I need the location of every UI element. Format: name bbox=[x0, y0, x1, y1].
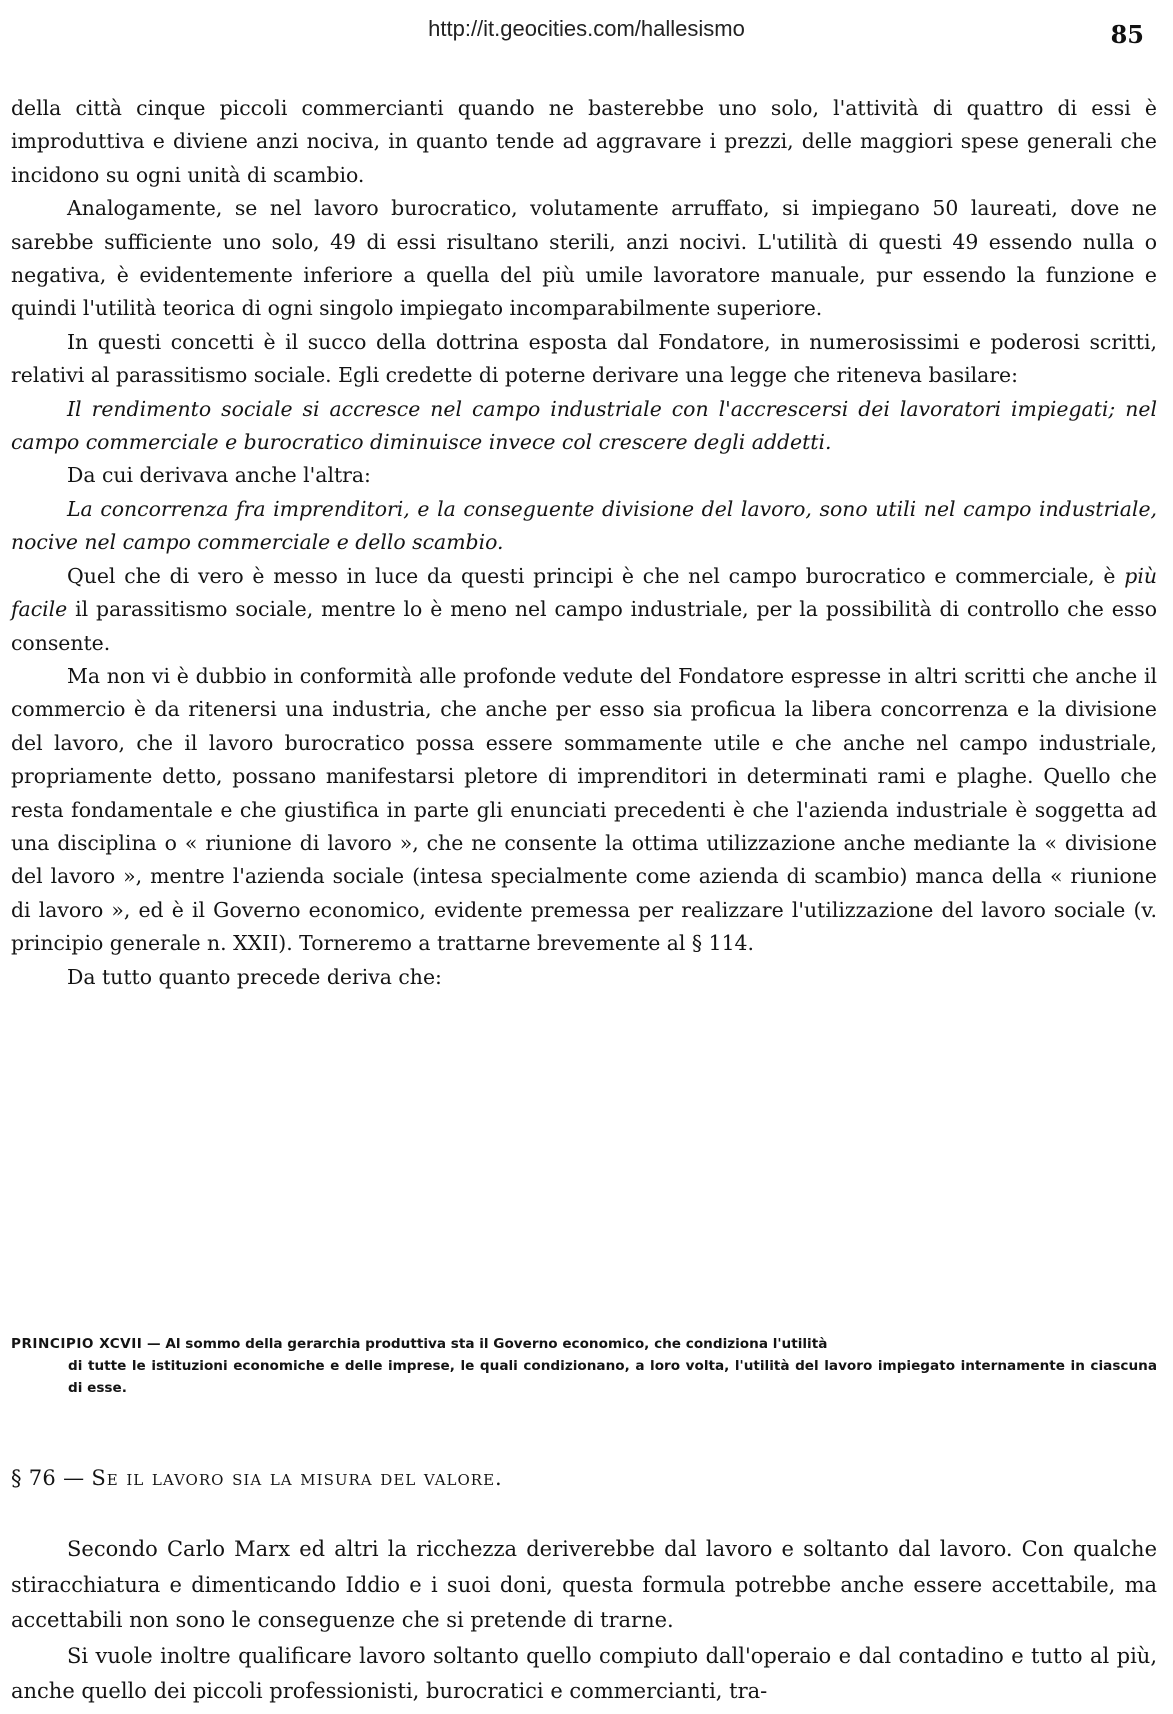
law-statement-2: La concorrenza fra imprenditori, e la conseguente divisione del lavoro, sono utili nel campo industriale, nocive nel campo commerciale e dello scambio. bbox=[11, 496, 1157, 555]
paragraph-da-cui: Da cui derivava anche l'altra: bbox=[67, 463, 371, 488]
section-body bbox=[11, 1532, 1157, 1710]
paragraph-in-questi-concetti: In questi concetti è il succo della dottrina esposta dal Fondatore, in numerosissimi e poderosi scritti, relativi al parassitismo sociale. Egli credette di poterne derivare una legge che riteneva basilare: bbox=[11, 329, 1157, 388]
page-number: 85 bbox=[1110, 20, 1144, 49]
law-statement-1: Il rendimento sociale si accresce nel campo industriale con l'accrescersi dei lavoratori impiegati; nel campo commerciale e burocratico diminuisce invece col crescere degli addetti. bbox=[11, 396, 1157, 455]
paragraph-quel-che bbox=[11, 560, 1157, 660]
paragraph-si-vuole: Si vuole inoltre qualificare lavoro soltanto quello compiuto dall'operaio e dal contadino e tutto al più, anche quello dei piccoli professionisti, burocratici e commercianti, tra- bbox=[11, 1643, 1157, 1703]
principle-text-rest: di tutte le istituzioni economiche e delle imprese, le quali condizionano, a loro volta, l'utilità del lavoro impiegato internamente in ciascuna di esse. bbox=[68, 1358, 1157, 1396]
paragraph-da-tutto: Da tutto quanto precede deriva che: bbox=[67, 964, 442, 989]
text-segment: Quel che di vero è messo in luce da questi principi è che nel campo burocratico e commerciale, è bbox=[67, 563, 1125, 588]
paragraph-analogamente: Analogamente, se nel lavoro burocratico, volutamente arruffato, si impiegano 50 laureati, dove ne sarebbe sufficiente uno solo, 49 di essi risultano sterili, anzi nocivi. L'utilità di questi 49 essendo nulla o negativa, è evidentemente inferiore a quella del più umile lavoratore manuale, pur essendo la funzione e quindi l'utilità teorica di ogni singolo impiegato incomparabilmente superiore. bbox=[11, 196, 1157, 321]
header-url: http://it.geocities.com/hallesismo bbox=[428, 16, 745, 41]
section-title: Se il lavoro sia la misura del valore. bbox=[91, 1466, 503, 1490]
section-heading bbox=[11, 1463, 503, 1493]
paragraph-ma-non: Ma non vi è dubbio in conformità alle profonde vedute del Fondatore espresse in altri scritti che anche il commercio è da ritenersi una industria, che anche per esso sia proficua la libera concorrenza e la divisione del lavoro, che il lavoro burocratico possa essere sommamente utile e che anche nel campo industriale, propriamente detto, possano manifestarsi pletore di imprenditori in determinati rami e plaghe. Quello che resta fondamentale e che giustifica in parte gli enunciati precedenti è che l'azienda industriale è soggetta ad una disciplina o « riunione di lavoro », che ne consente la ottima utilizzazione anche mediante la « divisione del lavoro », mentre l'azienda sociale (intesa specialmente come azienda di scambio) manca della « riunione di lavoro », ed è il Governo economico, evidente premessa per realizzare l'utilizzazione del lavoro sociale (v. principio generale n. XXII). Torneremo a trattarne brevemente al § 114. bbox=[11, 663, 1157, 956]
emphasis-text: più facile bbox=[11, 563, 1157, 622]
paragraph-secondo-carlo-marx: Secondo Carlo Marx ed altri la ricchezza deriverebbe dal lavoro e soltanto dal lavoro. Con qualche stiracchiatura e dimenticando Iddio e i suoi doni, questa formula potrebbe anche essere accettabile, ma accettabili non sono le conseguenze che si pretende di trarne. bbox=[11, 1537, 1157, 1632]
principle-statement bbox=[11, 1333, 1157, 1399]
body-text bbox=[11, 92, 1157, 994]
paragraph-continuation: della città cinque piccoli commercianti quando ne basterebbe uno solo, l'attività di quattro di essi è improduttiva e diviene anzi nociva, in quanto tende ad aggravare i prezzi, delle maggiori spese generali che incidono su ogni unità di scambio. bbox=[11, 96, 1157, 187]
section-number: § 76 — bbox=[11, 1466, 85, 1490]
text-segment: il parassitismo sociale, mentre lo è meno nel campo industriale, per la possibilità di controllo che esso consente. bbox=[11, 597, 1157, 655]
principle-text-first: — Al sommo della gerarchia produttiva sta il Governo economico, che condiziona l'utilità bbox=[142, 1336, 828, 1352]
principle-label: PRINCIPIO XCVII bbox=[11, 1336, 143, 1352]
